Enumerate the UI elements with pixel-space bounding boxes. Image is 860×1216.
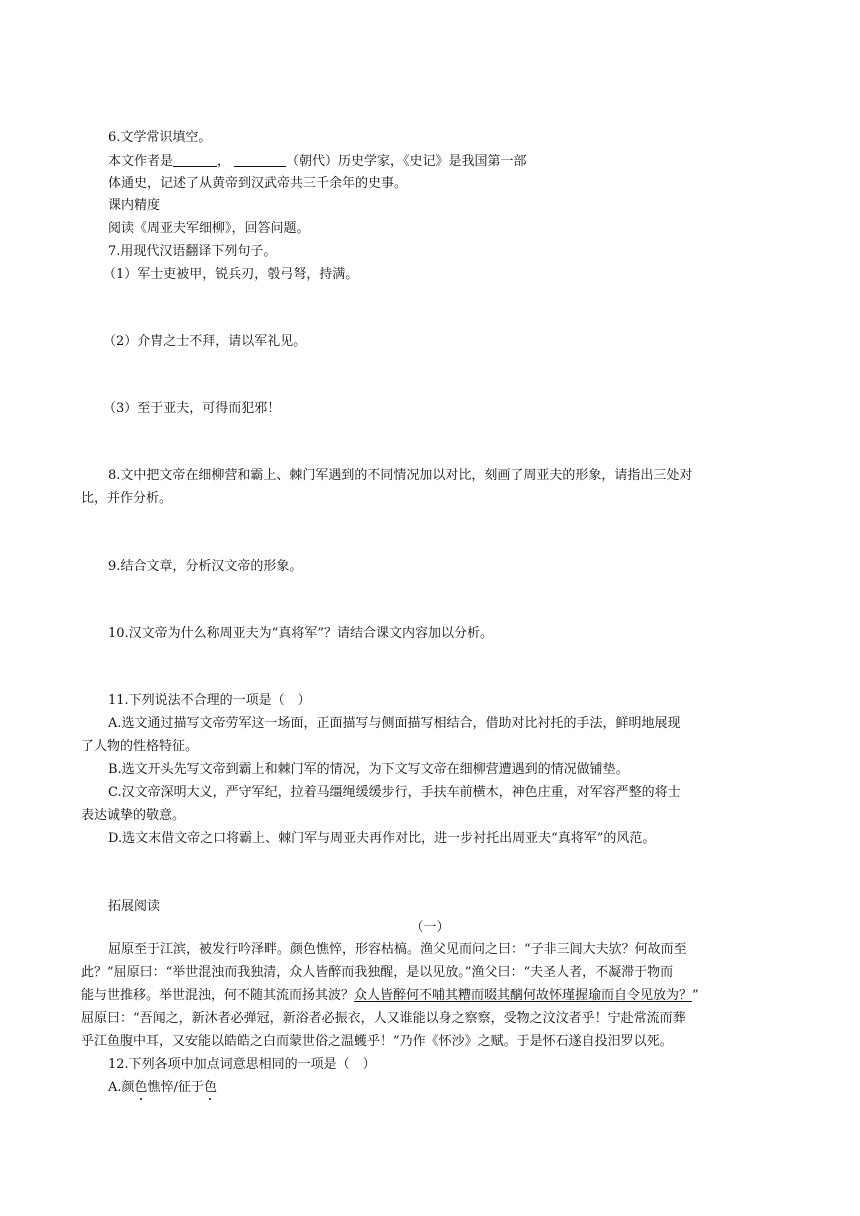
question-6-title: 6.文学常识填空。 (108, 130, 212, 145)
passage-line-3-plain: 能与世推移。举世混浊，何不随其流而扬其波？ (81, 988, 355, 1003)
author-blank[interactable] (173, 154, 217, 167)
question-11-option-c-line2: 表达诚挚的敬意。 (81, 808, 186, 823)
question-11-option-d: D.选文末借文帝之口将霸上、棘门军与周亚夫再作对比，进一步衬托出周亚夫“真将军”的风范。 (108, 831, 656, 846)
passage-line-4: 屈原曰：“吾闻之，新沐者必弹冠，新浴者必振衣，人又谁能以身之察察，受物之汶汶者乎！宁赴常流而葬 (81, 1011, 686, 1026)
question-6-line2: 体通史，记述了从黄帝到汉武帝共三千余年的史事。 (108, 176, 408, 191)
section-heading-inclass: 课内精度 (108, 198, 161, 213)
dotted-character-2: 色 (203, 1080, 217, 1095)
passage-underlined-sentence: 众人皆醉何不哺其糟而啜其醨何故怀瑾握瑜而自令见放为？ (354, 988, 693, 1003)
question-12-title: 12.下列各项中加点词意思相同的一项是（ ） (108, 1057, 376, 1072)
passage-line-2: 此？”屈原曰：“举世混浊而我独清，众人皆醉而我独醒，是以见放。”渔父曰：“夫圣人者，不凝滞于物而 (81, 965, 674, 980)
question-11-title: 11.下列说法不合理的一项是（ ） (108, 693, 311, 708)
section-heading-extended: 拓展阅读 (108, 899, 161, 914)
question-9: 9.结合文章，分析汉文帝的形象。 (108, 559, 303, 574)
passage-line-3 (81, 989, 699, 1002)
fill-text-a: 本文作者是 (108, 154, 174, 169)
dynasty-blank[interactable] (234, 154, 286, 167)
question-8-line2: 比，并作分析。 (81, 491, 173, 506)
passage-line-5: 乎江鱼腹中耳，又安能以皓皓之白而蒙世俗之温蠖乎！”乃作《怀沙》之赋。于是怀石遂自投汨罗以死。 (81, 1034, 673, 1049)
question-6-fill-line (108, 154, 527, 168)
question-7-sentence-1: （1）军士吏被甲，锐兵刃，彀弓弩，持满。 (103, 267, 359, 282)
question-10: 10.汉文帝为什么称周亚夫为“真将军”？请结合课文内容加以分析。 (108, 626, 493, 641)
passage-line-3-end: ” (692, 988, 699, 1003)
question-11-option-a-line1: A.选文通过描写文帝劳军这一场面，正面描写与侧面描写相结合，借助对比衬托的手法，鲜明地展现 (108, 716, 681, 731)
question-7-sentence-3: （3）至于亚夫，可得而犯邪！ (103, 401, 281, 416)
fill-text-c: （朝代）历史学家，《史记》是我国第一部 (286, 154, 527, 169)
passage-line-1: 屈原至于江滨，被发行吟泽畔。颜色憔悴，形容枯槁。渔父见而问之曰：“子非三闾大夫欤？何故而至 (108, 942, 687, 957)
question-12-option-a (108, 1081, 217, 1094)
passage-number: （一） (410, 920, 450, 935)
question-11-option-c-line1: C.汉文帝深明大义，严守军纪，拉着马缰绳缓缓步行，手扶车前横木，神色庄重，对军容严整的将士 (108, 785, 681, 800)
option-a-prefix: A.颜 (108, 1080, 135, 1095)
question-8-line1: 8.文中把文帝在细柳营和霸上、棘门军遇到的不同情况加以对比，刻画了周亚夫的形象，请指出三处对 (108, 468, 693, 483)
dotted-character-1: 色 (134, 1080, 148, 1095)
question-7-sentence-2: （2）介胄之士不拜，请以军礼见。 (103, 334, 307, 349)
reading-instruction: 阅读《周亚夫军细柳》，回答问题。 (108, 221, 310, 236)
question-11-option-a-line2: 了人物的性格特征。 (81, 739, 199, 754)
fill-text-b: ， (217, 154, 231, 169)
question-7-title: 7.用现代汉语翻译下列句子。 (108, 244, 277, 259)
question-11-option-b: B.选文开头先写文帝到霸上和棘门军的情况，为下文写文帝在细柳营遭遇到的情况做铺垫。 (108, 762, 629, 777)
option-a-middle: 憔悴/征于 (147, 1080, 204, 1095)
